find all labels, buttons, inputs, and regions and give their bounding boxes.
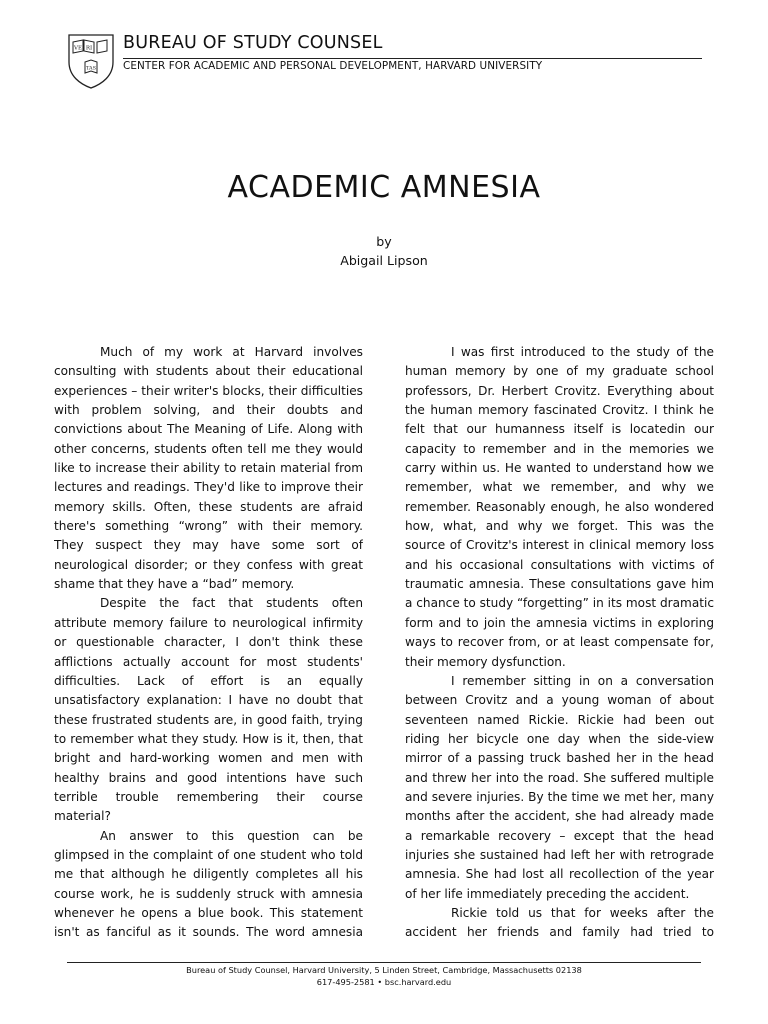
footer-rule bbox=[67, 962, 701, 963]
document-title: ACADEMIC AMNESIA bbox=[227, 170, 541, 205]
header-rule bbox=[123, 58, 702, 59]
paragraph: An answer to this question can be glimpsed in the complaint of one student who told me that although he diligently completes all his course work, he is suddenly struck with amnesia whenever he opens a blue book. This statement isn't as fanciful as it sounds. The word amnesia bbox=[54, 828, 363, 939]
byline-by: by bbox=[376, 234, 392, 249]
harvard-shield-logo bbox=[66, 32, 116, 90]
crest-text-tas: TAS bbox=[85, 65, 97, 72]
crest-text-ve: VE bbox=[74, 45, 82, 52]
paragraph: Much of my work at Harvard involves consulting with students about their educational experiences – their writer's blocks, their difficulties with problem solving, and their doubts and convictions about The Meaning of Life. Along with other concerns, students often tell me they would like to increase their ability to retain material from lectures and readings. They'd like to improve their memory skills. Often, these students are afraid there's something “wrong” with their memory. They suspect they may have some sort of neurological disorder; or they confess with great shame that they have a “bad” memory. bbox=[54, 345, 363, 592]
org-name: BUREAU OF STUDY COUNSEL bbox=[123, 33, 383, 53]
body-column-left bbox=[54, 343, 363, 939]
letterhead bbox=[66, 32, 702, 92]
org-subtitle: CENTER FOR ACADEMIC AND PERSONAL DEVELOPMENT, HARVARD UNIVERSITY bbox=[123, 60, 543, 72]
paragraph: Despite the fact that students often attribute memory failure to neurological infirmity or questionable character, I don't think these afflictions actually account for most students' difficulties. Lack of effort is an equally unsatisfactory explanation: I have no doubt that these frustrated students are, in good faith, trying to remember what they study. How is it, then, that bright and hard-working women and men with healthy brains and good intentions have such terrible trouble remembering their course material? bbox=[54, 596, 363, 824]
byline bbox=[0, 232, 768, 270]
paragraph: Rickie told us that for weeks after the accident her friends and family had tried to bbox=[405, 905, 714, 939]
footer-address: Bureau of Study Counsel, Harvard University, 5 Linden Street, Cambridge, Massachusetts 02138 bbox=[186, 965, 582, 975]
body-column-right bbox=[405, 343, 714, 939]
paragraph: I was first introduced to the study of the human memory by one of my graduate school professors, Dr. Herbert Crovitz. Everything about the human memory fascinated Crovitz. I think he felt that our humanness itself is locatedin our capacity to remember and in the memories we carry within us. He wanted to understand how we remember, what we remember, and why we remember. Reasonably enough, he also wondered how, what, and why we forget. This was the source of Crovitz's interest in clinical memory loss and his occasional consultations with victims of traumatic amnesia. These consultations gave him a chance to study “forgetting” in its most dramatic form and to join the amnesia victims in exploring ways to recover from, or at least compensate for, their memory dysfunction. bbox=[405, 345, 714, 669]
byline-author: Abigail Lipson bbox=[340, 253, 428, 268]
footer bbox=[0, 964, 768, 989]
crest-text-ri: RI bbox=[85, 45, 93, 52]
footer-contact: 617-495-2581 • bsc.harvard.edu bbox=[316, 977, 452, 988]
paragraph: I remember sitting in on a conversation between Crovitz and a young woman of about seventeen named Rickie. Rickie had been out riding her bicycle one day when the side-view mirror of a passing truck bashed her in the head and threw her into the road. She suffered multiple and severe injuries. By the time we met her, many months after the accident, she had already made a remarkable recovery – except that the head injuries she sustained had left her with retrograde amnesia. She had lost all recollection of the year of her life immediately preceding the accident. bbox=[405, 673, 714, 901]
